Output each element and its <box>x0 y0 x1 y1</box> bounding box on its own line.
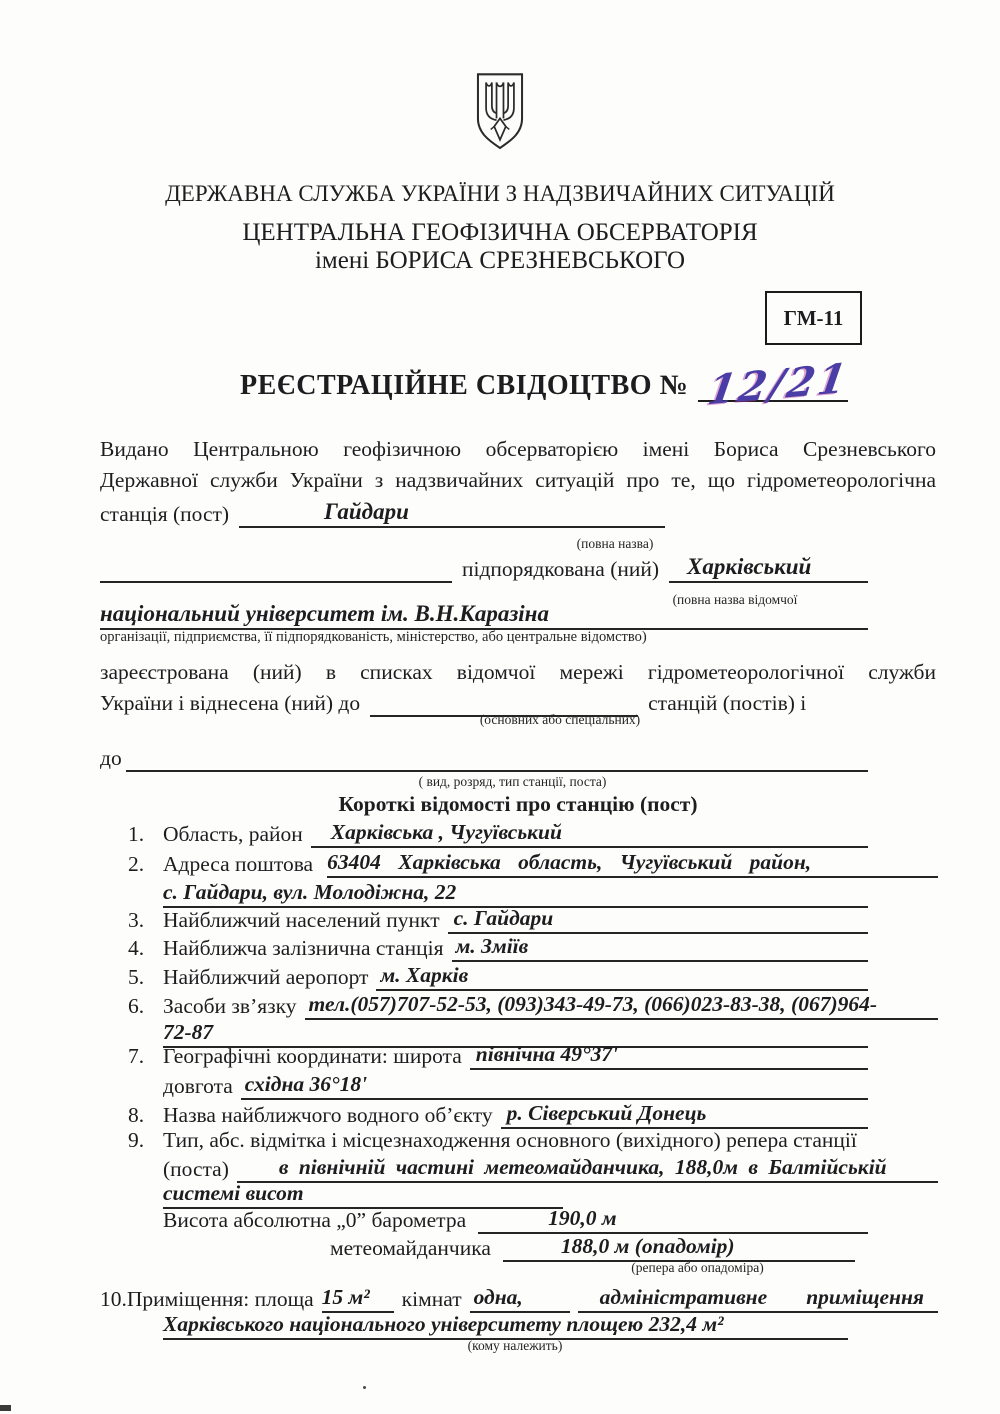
item-number: 1. <box>128 822 145 846</box>
latitude-value: північна 49°37' <box>475 1042 619 1066</box>
registration-line2-suffix: станцій (постів) і <box>648 691 807 716</box>
railway-station-field <box>452 934 868 962</box>
subordination-label: підпорядкована (ний) <box>462 556 660 581</box>
longitude-label: довгота <box>163 1074 233 1098</box>
water-object-value: р. Сіверський Донець <box>506 1101 707 1125</box>
intro-line-1: Видано Центральною геофізичною обсерваторією імені Бориса Срезневського <box>100 437 936 461</box>
certificate-number-field <box>698 354 853 415</box>
full-name-caption: (повна назва) <box>576 536 654 551</box>
benchmark-location-value-line1: в північній частині метеомайданчика, 188,0м в Балтійській <box>278 1155 887 1179</box>
university-name-value: національний університет ім. В.Н.Каразіна <box>100 601 549 626</box>
longitude-field <box>241 1072 868 1100</box>
form-code-label: ГМ-11 <box>783 305 844 330</box>
agency-name: ДЕРЖАВНА СЛУЖБА УКРАЇНИ З НАДЗВИЧАЙНИХ СИТУАЦІЙ <box>165 181 835 206</box>
item1-label: Область, район <box>163 822 303 846</box>
item-number: 2. <box>128 852 145 876</box>
rooms-count-field <box>470 1285 570 1313</box>
department-name-value: Харківський <box>687 554 812 579</box>
category-caption: (основних або спеціальних) <box>479 712 641 727</box>
postal-address-field <box>327 850 938 878</box>
item-number: 10. <box>100 1287 127 1311</box>
platform-height-field <box>503 1234 855 1262</box>
university-name-field <box>100 600 868 630</box>
item-number: 9. <box>128 1128 145 1152</box>
premises-owner-value: Харківського національного університету площею 232,4 м² <box>163 1312 724 1336</box>
contacts-value-line1: тел.(057)707-52-53, (093)343-49-73, (066)023-83-38, (067)964- <box>308 992 878 1016</box>
latitude-field <box>470 1042 868 1070</box>
water-object-field <box>501 1101 868 1129</box>
barometer-height-field <box>478 1206 868 1234</box>
rooms-label: кімнат <box>401 1287 462 1311</box>
type-caption: ( вид, розряд, тип станції, поста) <box>418 774 607 789</box>
airport-value: м. Харків <box>380 963 469 987</box>
section-heading: Короткі відомості про станцію (пост) <box>338 792 698 816</box>
longitude-value: східна 36°18' <box>244 1072 368 1096</box>
settlement-value: с. Гайдари <box>453 906 554 930</box>
station-name-field <box>239 498 665 528</box>
item-number: 3. <box>128 908 145 932</box>
do-label: до <box>100 746 122 771</box>
station-type-blank-field <box>126 745 868 772</box>
document-title-label: РЕЄСТРАЦІЙНЕ СВІДОЦТВО № <box>240 370 689 401</box>
department-caption-line1: (повна назва відомчої <box>672 592 798 607</box>
item9-label-line2: (поста) <box>163 1157 229 1181</box>
certificate-number-handwritten: 12/21 <box>704 354 853 415</box>
premises-owner-field <box>163 1312 848 1340</box>
premises-area-field <box>322 1285 394 1313</box>
station-post-label: станція (пост) <box>100 501 230 526</box>
postal-address-value-line2: с. Гайдари, вул. Молодіжна, 22 <box>163 880 457 904</box>
item-number: 6. <box>128 994 145 1018</box>
barometer-height-value: 190,0 м <box>548 1206 617 1230</box>
contacts-field <box>305 992 938 1020</box>
department-caption-line2: організації, підприємства, її підпорядкованість, міністерство, або центральне відомство) <box>100 629 647 645</box>
ukraine-trident-emblem <box>471 72 529 159</box>
scan-artifact <box>363 1386 366 1389</box>
contacts-value-line2: 72-87 <box>163 1020 214 1044</box>
item9-label-line1: Тип, абс. відмітка і місцезнаходження основного (вихідного) репера станції <box>163 1128 857 1152</box>
item2-label: Адреса поштова <box>163 852 314 876</box>
premises-type-value-b: приміщення <box>806 1285 924 1309</box>
benchmark-location-value-line2: системі висот <box>163 1181 304 1205</box>
registration-line2-prefix: України і віднесена (ний) до <box>100 691 361 716</box>
item-number: 4. <box>128 936 145 960</box>
item6-label: Засоби зв’язку <box>163 994 297 1018</box>
postal-address-field-line2 <box>163 880 868 908</box>
subordination-blank-field <box>100 556 452 583</box>
item3-label: Найближчий населений пункт <box>163 908 440 932</box>
owner-caption: (кому належить) <box>467 1338 563 1353</box>
station-name-value: Гайдари <box>324 499 409 524</box>
benchmark-location-field-line2 <box>163 1181 563 1209</box>
organization-name-line1: ЦЕНТРАЛЬНА ГЕОФІЗИЧНА ОБСЕРВАТОРІЯ <box>242 219 758 246</box>
postal-address-value-line1: 63404 Харківська область, Чугуївський район, <box>327 850 812 874</box>
item-number: 8. <box>128 1103 145 1127</box>
document-title <box>240 354 853 415</box>
form-code-badge <box>765 291 862 345</box>
barometer-label: Висота абсолютна „0” барометра <box>163 1208 467 1232</box>
department-name-field <box>669 553 868 583</box>
region-value: Харківська , Чугуївський <box>330 820 562 844</box>
item7-label: Географічні координати: широта <box>163 1044 462 1068</box>
airport-field <box>376 963 868 991</box>
item4-label: Найближча залізнична станція <box>163 936 444 960</box>
railway-station-value: м. Зміїв <box>455 934 529 958</box>
platform-label: метеомайданчика <box>330 1236 491 1260</box>
premises-area-value: 15 м² <box>321 1285 370 1309</box>
item-number: 7. <box>128 1044 145 1068</box>
item-number: 5. <box>128 965 145 989</box>
registration-line-1: зареєстрована (ний) в списках відомчої мережі гідрометеорологічної служби <box>100 660 936 684</box>
settlement-field <box>448 906 868 934</box>
organization-name-line2: імені БОРИСА СРЕЗНЕВСЬКОГО <box>314 247 686 274</box>
region-field <box>311 820 868 848</box>
premises-type-field <box>578 1285 938 1313</box>
scan-artifact <box>0 1405 11 1411</box>
intro-line-2: Державної служби України з надзвичайних ситуацій про те, що гідрометеорологічна <box>100 468 936 492</box>
rooms-count-value: одна, <box>473 1285 523 1309</box>
benchmark-location-field <box>237 1155 938 1183</box>
item10-label: Приміщення: площа <box>126 1287 314 1311</box>
item8-label: Назва найближчого водного об’єкту <box>163 1103 493 1127</box>
platform-height-value: 188,0 м (опадомір) <box>560 1234 735 1258</box>
item5-label: Найближчий аеропорт <box>163 965 369 989</box>
premises-type-value-a: адміністративне <box>599 1285 768 1309</box>
benchmark-caption: (репера або опадоміра) <box>631 1260 764 1275</box>
